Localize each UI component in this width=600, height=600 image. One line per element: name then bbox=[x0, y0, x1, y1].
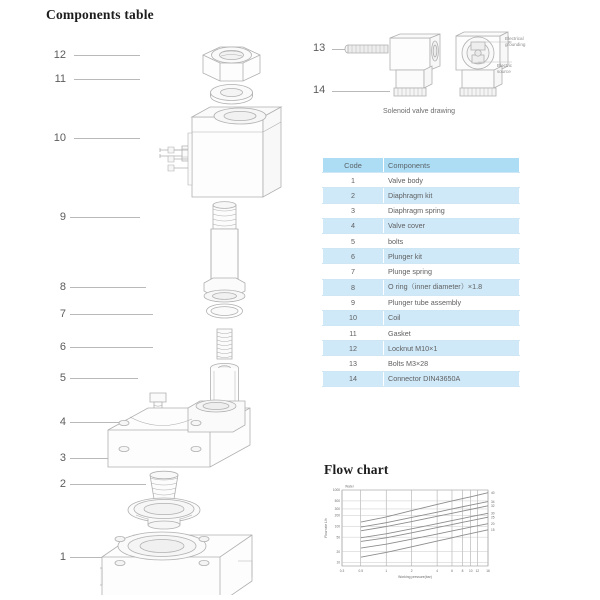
annotation-line: Electrical bbox=[505, 36, 524, 41]
cell-code: 8 bbox=[323, 279, 384, 295]
chart-series-label: 25 bbox=[491, 515, 495, 520]
cell-code: 2 bbox=[323, 188, 384, 203]
cell-component: Diaphragm kit bbox=[384, 188, 520, 203]
callout-number-9: 9 bbox=[59, 211, 66, 223]
cell-code: 3 bbox=[323, 203, 384, 218]
cell-component: Valve cover bbox=[384, 218, 520, 233]
cell-code: 13 bbox=[323, 356, 384, 371]
chart-ytick-label: 20 bbox=[336, 549, 340, 554]
callout-number-1: 1 bbox=[59, 551, 66, 563]
annotation-electric-source bbox=[497, 63, 512, 74]
chart-ytick-label: 1000 bbox=[332, 488, 340, 493]
chart-xtick-label: 4 bbox=[436, 569, 438, 573]
table-body bbox=[323, 173, 520, 387]
cell-component: Coil bbox=[384, 310, 520, 325]
chart-series-label: 30 bbox=[491, 511, 495, 516]
cell-component: Valve body bbox=[384, 173, 520, 188]
table-row bbox=[323, 279, 520, 295]
chart-ytick-label: 100 bbox=[334, 524, 340, 529]
column-header-components: Components bbox=[384, 158, 520, 173]
callout-number-7: 7 bbox=[59, 308, 66, 320]
callout-number-6: 6 bbox=[59, 341, 66, 353]
callout-number-8: 8 bbox=[59, 281, 66, 293]
callout-number-5: 5 bbox=[59, 372, 66, 384]
cell-component: bolts bbox=[384, 233, 520, 248]
chart-series-label: 34 bbox=[491, 499, 495, 504]
cell-component: Plunger tube assembly bbox=[384, 295, 520, 310]
chart-ytick-label: 500 bbox=[334, 499, 340, 504]
callout-number-3: 3 bbox=[59, 452, 66, 464]
part-diaphragm-spring bbox=[150, 471, 178, 499]
annotation-electrical-grounding bbox=[505, 36, 525, 47]
page-title: Components table bbox=[46, 7, 154, 22]
part-valve-cover bbox=[108, 400, 250, 467]
chart-series-label: 32 bbox=[491, 504, 495, 509]
part-locknut bbox=[203, 47, 260, 81]
chart-xtick-label: 1 bbox=[385, 569, 388, 573]
part-o-ring bbox=[207, 304, 243, 318]
chart-corner-label: Water bbox=[345, 484, 354, 489]
annotation-line: Electric bbox=[497, 63, 513, 68]
table-header-row bbox=[323, 158, 520, 173]
chart-x-axis-label: Working pressure(bar) bbox=[398, 575, 432, 579]
flow-chart bbox=[320, 478, 520, 588]
annotation-line: grounding bbox=[505, 41, 526, 47]
callout-number-12: 12 bbox=[53, 49, 66, 61]
chart-series-label: 20 bbox=[491, 521, 495, 526]
callout-number-13: 13 bbox=[313, 42, 326, 54]
callout-number-11: 11 bbox=[54, 73, 66, 85]
chart-xtick-label: 16 bbox=[486, 569, 490, 573]
components-table bbox=[322, 157, 520, 387]
table-row bbox=[323, 249, 520, 264]
table-row bbox=[323, 310, 520, 325]
table-row bbox=[323, 203, 520, 218]
cell-code: 11 bbox=[323, 326, 384, 341]
part-bolt-m3 bbox=[345, 45, 388, 53]
table-row bbox=[323, 295, 520, 310]
chart-xtick-label: 0.3 bbox=[339, 569, 345, 573]
exploded-valve-drawing bbox=[100, 25, 300, 595]
cell-code: 5 bbox=[323, 233, 384, 248]
chart-ytick-label: 50 bbox=[336, 535, 340, 540]
cell-component: Bolts M3×28 bbox=[384, 356, 520, 371]
chart-xtick-label: 8 bbox=[461, 569, 464, 573]
flow-chart-title: Flow chart bbox=[324, 462, 389, 477]
chart-xtick-label: 6 bbox=[451, 569, 453, 573]
cell-component: Diaphragm spring bbox=[384, 203, 520, 218]
part-valve-body bbox=[100, 532, 252, 595]
callout-number-14: 14 bbox=[313, 84, 326, 96]
callout-number-4: 4 bbox=[59, 416, 66, 428]
part-gasket bbox=[211, 85, 253, 105]
solenoid-drawing-caption: Solenoid valve drawing bbox=[383, 108, 455, 115]
part-connector-front bbox=[390, 34, 440, 96]
cell-code: 9 bbox=[323, 295, 384, 310]
table-row bbox=[323, 264, 520, 279]
cell-code: 1 bbox=[323, 173, 384, 188]
cell-component: Plunge spring bbox=[384, 264, 520, 279]
table-row bbox=[323, 173, 520, 188]
cell-code: 12 bbox=[323, 341, 384, 356]
chart-y-axis-label: Flow rate L/h bbox=[324, 518, 328, 538]
table-row bbox=[323, 233, 520, 248]
table-row bbox=[323, 218, 520, 233]
cell-component: Connector DIN43650A bbox=[384, 371, 520, 386]
cell-component: Gasket bbox=[384, 326, 520, 341]
cell-code: 4 bbox=[323, 218, 384, 233]
cell-code: 6 bbox=[323, 249, 384, 264]
table-row bbox=[323, 356, 520, 371]
chart-ytick-label: 300 bbox=[334, 507, 340, 512]
table-row bbox=[323, 188, 520, 203]
column-header-code: Code bbox=[323, 158, 384, 173]
chart-ytick-label: 200 bbox=[334, 513, 340, 518]
part-coil bbox=[160, 107, 281, 197]
chart-xtick-label: 10 bbox=[468, 569, 473, 573]
table-row bbox=[323, 341, 520, 356]
chart-series-label: 15 bbox=[491, 527, 495, 532]
chart-ytick-label: 10 bbox=[336, 560, 340, 565]
table-row bbox=[323, 326, 520, 341]
cell-component: O ring（inner diameter）×1.8 bbox=[384, 279, 520, 295]
chart-xtick-label: 2 bbox=[410, 569, 413, 573]
cell-code: 10 bbox=[323, 310, 384, 325]
chart-xtick-label: 12 bbox=[475, 569, 480, 573]
cell-code: 14 bbox=[323, 371, 384, 386]
table-row bbox=[323, 371, 520, 386]
cell-code: 7 bbox=[323, 264, 384, 279]
callout-number-10: 10 bbox=[53, 132, 66, 144]
part-plunge-spring bbox=[217, 329, 232, 359]
cell-component: Locknut M10×1 bbox=[384, 341, 520, 356]
callout-number-2: 2 bbox=[59, 478, 66, 490]
chart-xtick-label: 0.5 bbox=[358, 569, 363, 573]
annotation-line: source bbox=[497, 68, 511, 74]
chart-series-label: 40 bbox=[491, 490, 495, 495]
part-diaphragm-kit bbox=[128, 498, 200, 529]
cell-component: Plunger kit bbox=[384, 249, 520, 264]
part-plunger-tube-assembly bbox=[204, 202, 245, 302]
